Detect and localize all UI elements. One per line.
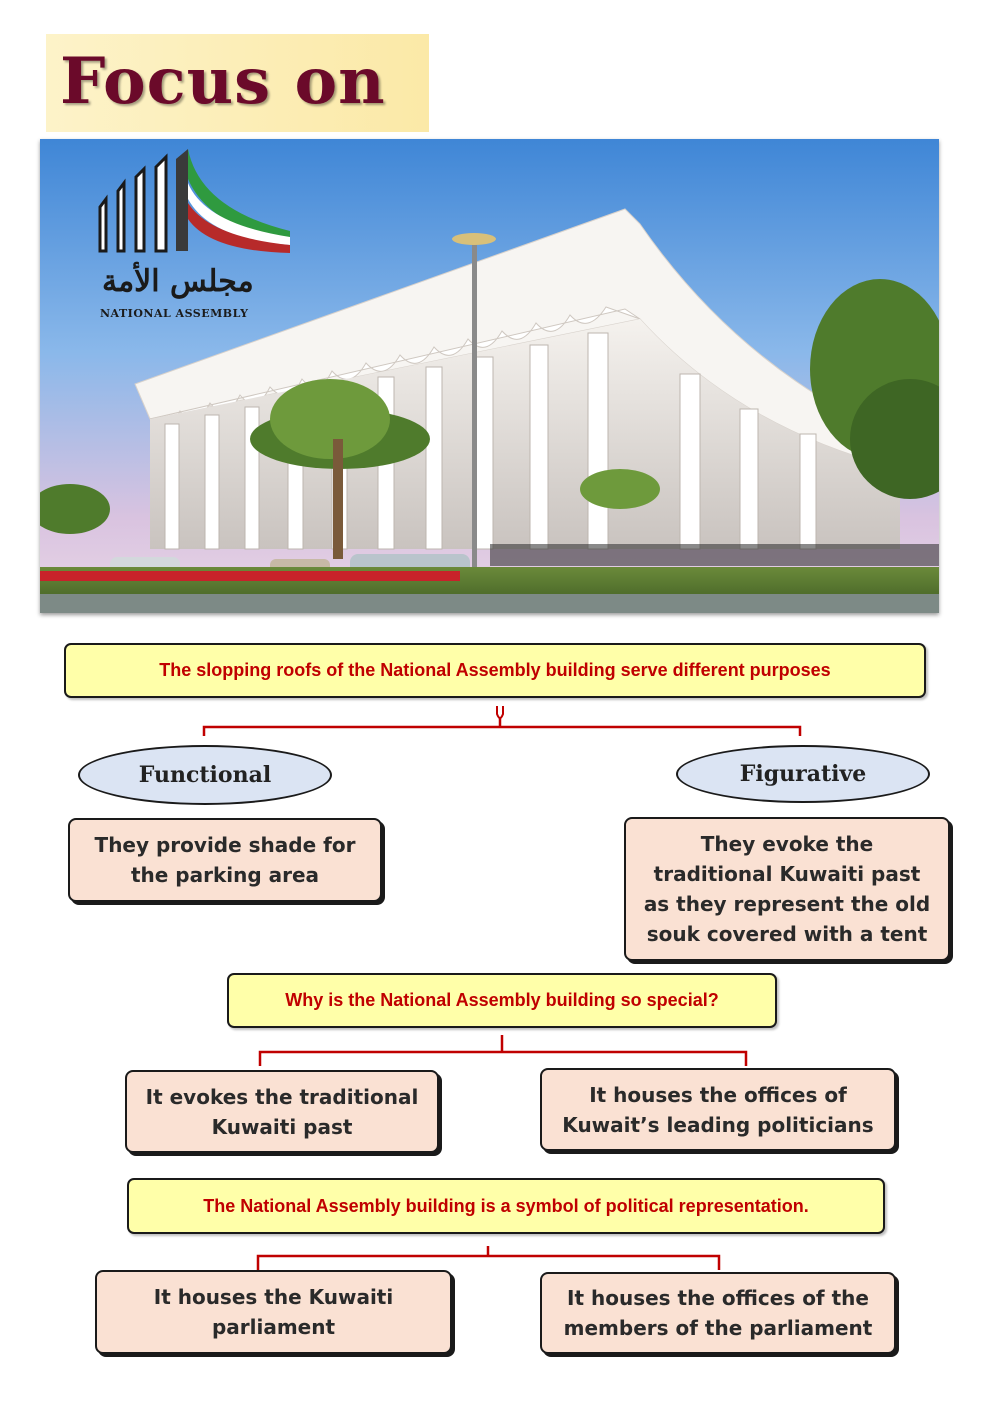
functional-description: They provide shade for the parking area (68, 818, 382, 902)
section2-heading: Why is the National Assembly building so special? (227, 973, 777, 1028)
section1-heading: The slopping roofs of the National Assembly building serve different purposes (64, 643, 926, 698)
logo-arabic-text: مجلس الأمة (102, 264, 254, 299)
logo-caption: NATIONAL ASSEMBLY (100, 307, 249, 320)
page-title: Focus on (60, 44, 386, 119)
figurative-description: They evoke the traditional Kuwaiti past as they represent the old souk covered with a tent (624, 817, 950, 961)
section3-right-box: It houses the offices of the members of the parliament (540, 1272, 896, 1354)
section3-left-box: It houses the Kuwaiti parliament (95, 1270, 452, 1354)
functional-label: Functional (78, 745, 332, 805)
figurative-label: Figurative (676, 745, 930, 803)
section2-left-box: It evokes the traditional Kuwaiti past (125, 1070, 439, 1153)
section2-right-box: It houses the offices of Kuwait’s leading politicians (540, 1068, 896, 1151)
section3-heading: The National Assembly building is a symbol of political representation. (127, 1178, 885, 1234)
